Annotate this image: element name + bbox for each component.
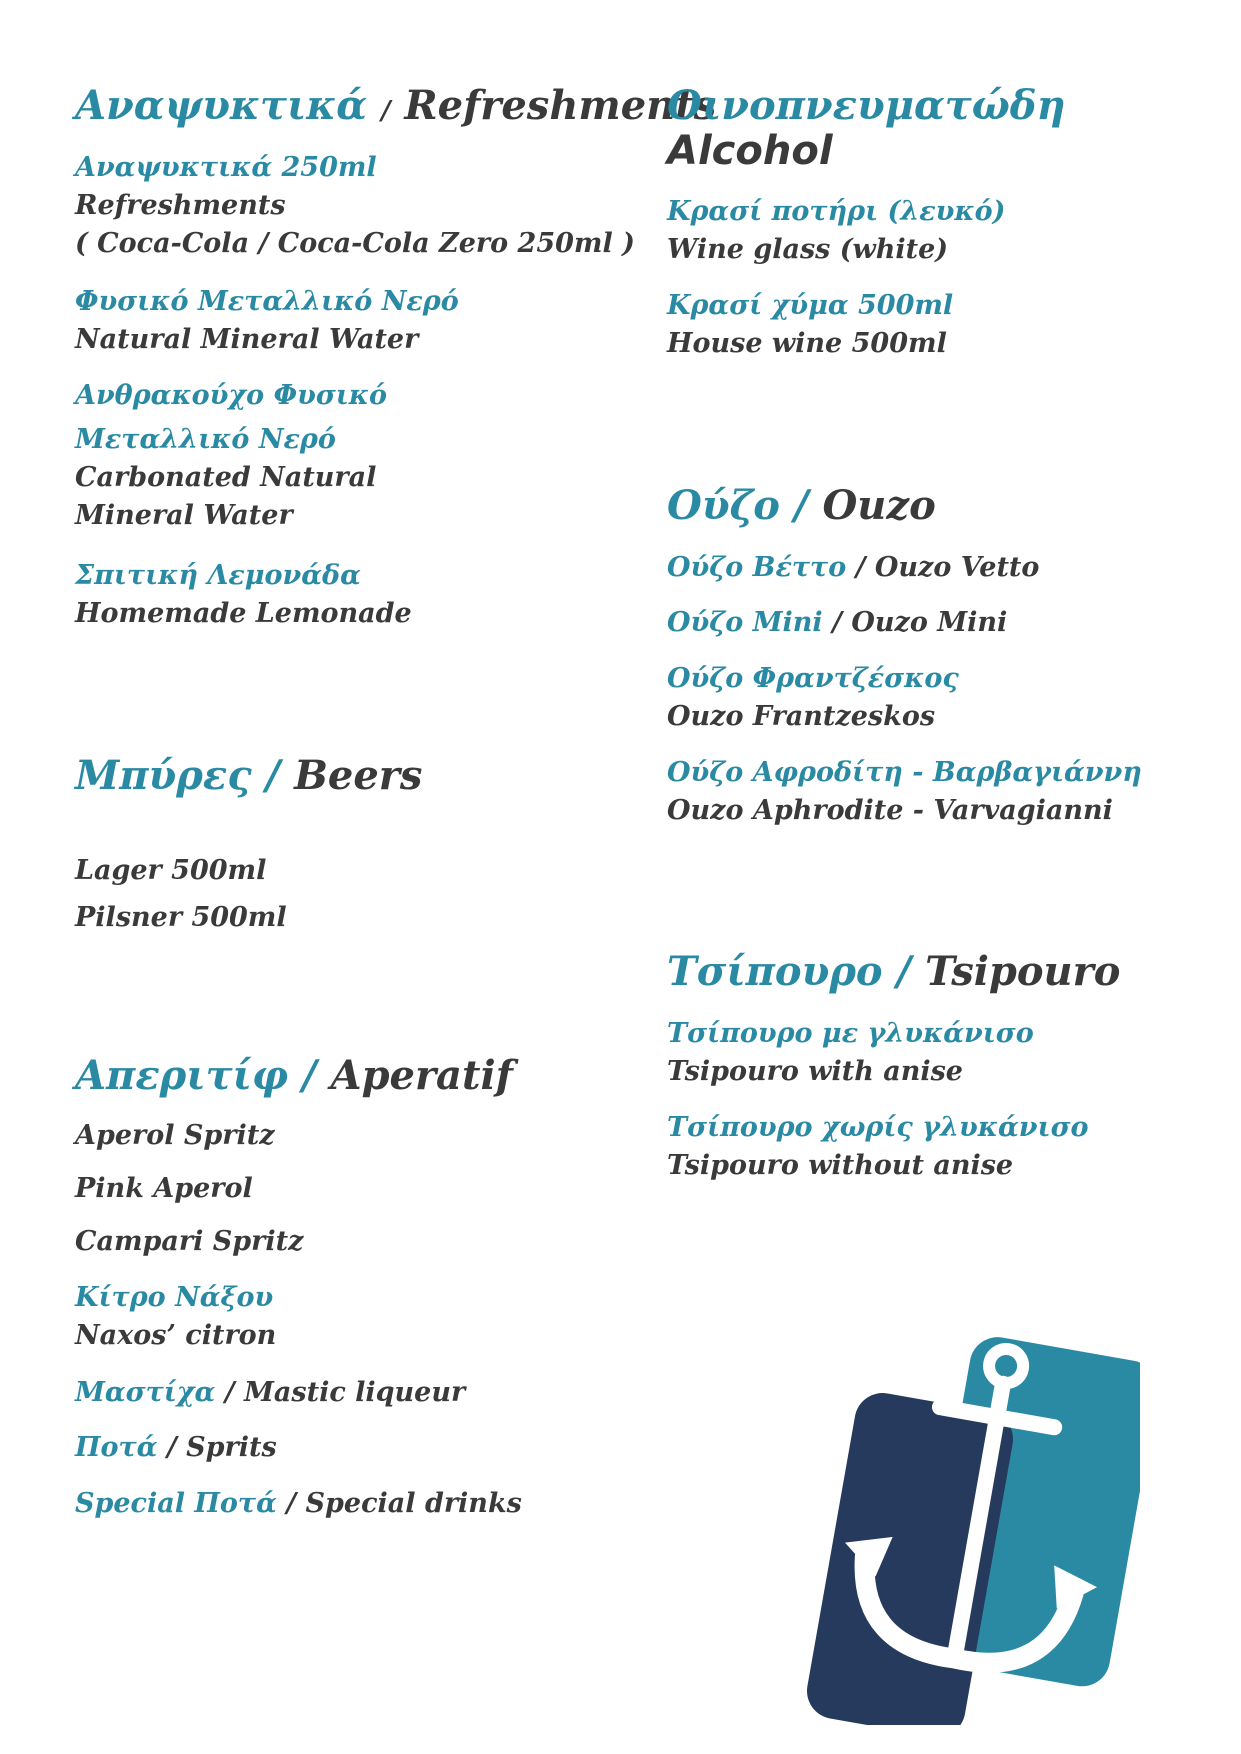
section-title-beers [75, 752, 422, 799]
title-separator: / [265, 752, 281, 799]
beer-pilsner: Pilsner 500ml [75, 902, 287, 933]
ouzo-frantzeskos-english: Ouzo Frantzeskos [667, 701, 936, 732]
carbonated-water-english-2: Mineral Water [75, 500, 293, 531]
aperitif-aperol-spritz: Aperol Spritz [75, 1120, 275, 1151]
section-title-aperatif [75, 1052, 513, 1099]
wine-glass-english: Wine glass (white) [667, 234, 949, 265]
house-wine-greek: Κρασί χύμα 500ml [667, 290, 954, 321]
title-greek: Ούζο [667, 482, 780, 529]
refreshments-250-english: Refreshments [75, 190, 286, 221]
citron-english: Naxos’ citron [75, 1320, 277, 1351]
mineral-water-english: Natural Mineral Water [75, 324, 419, 355]
aperitif-campari-spritz: Campari Spritz [75, 1226, 304, 1257]
carbonated-water-greek-2: Μεταλλικό Νερό [75, 424, 336, 455]
title-english: Ouzo [822, 482, 936, 529]
section-title-refreshments [75, 82, 716, 129]
carbonated-water-english-1: Carbonated Natural [75, 462, 377, 493]
title-greek: Αναψυκτικά [75, 82, 367, 129]
sprits-line [75, 1432, 277, 1463]
carbonated-water-greek-1: Ανθρακούχο Φυσικό [75, 380, 388, 411]
lemonade-greek: Σπιτική Λεμονάδα [75, 560, 361, 591]
wine-glass-greek: Κρασί ποτήρι (λευκό) [667, 196, 1006, 227]
special-drinks-english: / Special drinks [286, 1488, 522, 1519]
title-separator: / [301, 1052, 317, 1099]
ouzo-mini-greek: Ούζο Mini [667, 607, 823, 638]
anchor-logo [800, 1325, 1140, 1725]
tsipouro-anise-english: Tsipouro with anise [667, 1056, 963, 1087]
citron-greek: Κίτρο Νάξου [75, 1282, 274, 1313]
lemonade-english: Homemade Lemonade [75, 598, 412, 629]
title-english: Beers [294, 752, 423, 799]
title-greek: Τσίπουρο [667, 948, 883, 995]
ouzo-vetto-line [667, 552, 1039, 583]
title-separator: / [896, 948, 912, 995]
mastic-line [75, 1377, 465, 1408]
mastic-english: / Mastic liqueur [224, 1377, 466, 1408]
section-title-alcohol-greek: Οινοπνευματώδη [667, 82, 1066, 129]
mastic-greek: Μαστίχα [75, 1377, 216, 1408]
title-greek: Μπύρες [75, 752, 252, 799]
ouzo-vetto-english: / Ouzo Vetto [855, 552, 1040, 583]
section-title-tsipouro [667, 948, 1120, 995]
beer-lager: Lager 500ml [75, 855, 267, 886]
refreshments-250-greek: Αναψυκτικά 250ml [75, 152, 377, 183]
ouzo-vetto-greek: Ούζο Βέττο [667, 552, 847, 583]
ouzo-mini-line [667, 607, 1007, 638]
tsipouro-no-anise-greek: Τσίπουρο χωρίς γλυκάνισο [667, 1112, 1089, 1143]
title-english: Refreshments [404, 82, 717, 129]
house-wine-english: House wine 500ml [667, 328, 947, 359]
title-english: Tsipouro [925, 948, 1121, 995]
ouzo-aphrodite-greek: Ούζο Αφροδίτη - Βαρβαγιάννη [667, 757, 1142, 788]
title-greek: Απεριτίφ [75, 1052, 289, 1099]
special-drinks-line [75, 1488, 522, 1519]
aperitif-pink-aperol: Pink Aperol [75, 1173, 253, 1204]
refreshments-250-detail: ( Coca-Cola / Coca-Cola Zero 250ml ) [75, 228, 635, 259]
ouzo-frantzeskos-greek: Ούζο Φραντζέσκος [667, 663, 959, 694]
title-separator: / [380, 96, 391, 126]
tsipouro-no-anise-english: Tsipouro without anise [667, 1150, 1014, 1181]
sprits-english: / Sprits [166, 1432, 277, 1463]
ouzo-aphrodite-english: Ouzo Aphrodite - Varvagianni [667, 795, 1113, 826]
mineral-water-greek: Φυσικό Μεταλλικό Νερό [75, 286, 459, 317]
title-separator: / [793, 482, 809, 529]
tsipouro-anise-greek: Τσίπουρο με γλυκάνισο [667, 1018, 1034, 1049]
title-english: Aperatif [330, 1052, 513, 1099]
ouzo-mini-english: / Ouzo Mini [832, 607, 1008, 638]
sprits-greek: Ποτά [75, 1432, 158, 1463]
anchor-icon [800, 1325, 1140, 1725]
section-title-alcohol-english: Alcohol [667, 128, 833, 174]
section-title-ouzo [667, 482, 936, 529]
special-drinks-greek: Special Ποτά [75, 1488, 277, 1519]
